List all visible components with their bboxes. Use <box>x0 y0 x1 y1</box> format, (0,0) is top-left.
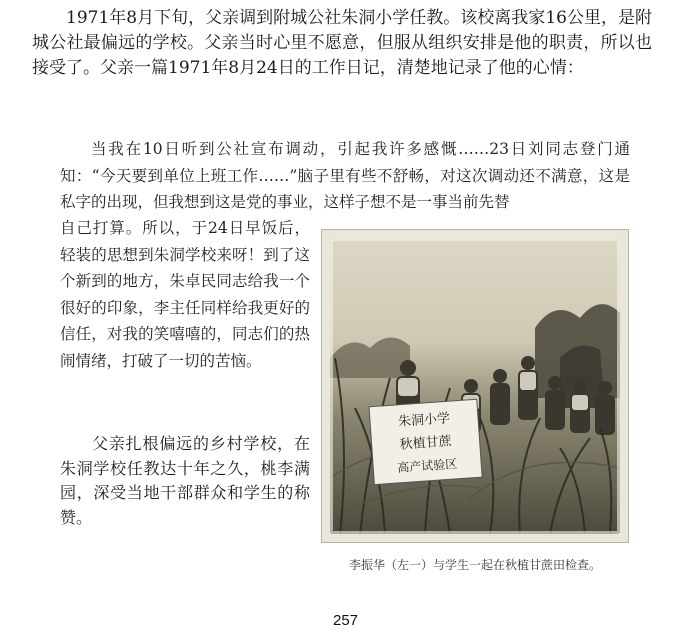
diary-quote-continued: 自己打算。所以，于24日早饭后，轻装的思想到朱洞学校来呀！到了这个新到的地方，朱卓民同志给我一个很好的印象，李主任同样给我更好的信任，对我的笑嘻嘻的，同志们的热闹情绪，打破了一切的苦恼。 <box>60 219 310 370</box>
photo-caption: 李振华（左一）与学生一起在秋植甘蔗田检查。 <box>348 558 601 572</box>
page-number: 257 <box>332 612 359 629</box>
sign-line-1: 朱洞小学 <box>397 411 451 430</box>
photo-illustration <box>330 238 620 534</box>
sign-line-2: 秋植甘蔗 <box>399 434 453 453</box>
diary-quote: 当我在10日听到公社宣布调动，引起我许多感慨……23日刘同志登门通知：“今天要到单位上班工作……”脑子里有些不舒畅，对这次调动还不满意，这是私字的出现，但我想到这是党的事业，这样子想不是一事当前先替 <box>60 140 630 211</box>
photo-frame <box>321 229 629 543</box>
sugarcane-field-photo <box>330 238 620 534</box>
sign-line-3: 高产试验区 <box>396 456 458 475</box>
intro-paragraph: 1971年8月下旬，父亲调到附城公社朱洞小学任教。该校离我家16公里，是附城公社最偏远的学校。父亲当时心里不愿意，但服从组织安排是他的职责，所以也接受了。父亲一篇1971年8月24日的工作日记，清楚地记录了他的心情： <box>32 8 652 78</box>
closing-paragraph: 父亲扎根偏远的乡村学校，在朱洞学校任教达十年之久，桃李满园，深受当地干部群众和学生的称赞。 <box>60 434 310 527</box>
